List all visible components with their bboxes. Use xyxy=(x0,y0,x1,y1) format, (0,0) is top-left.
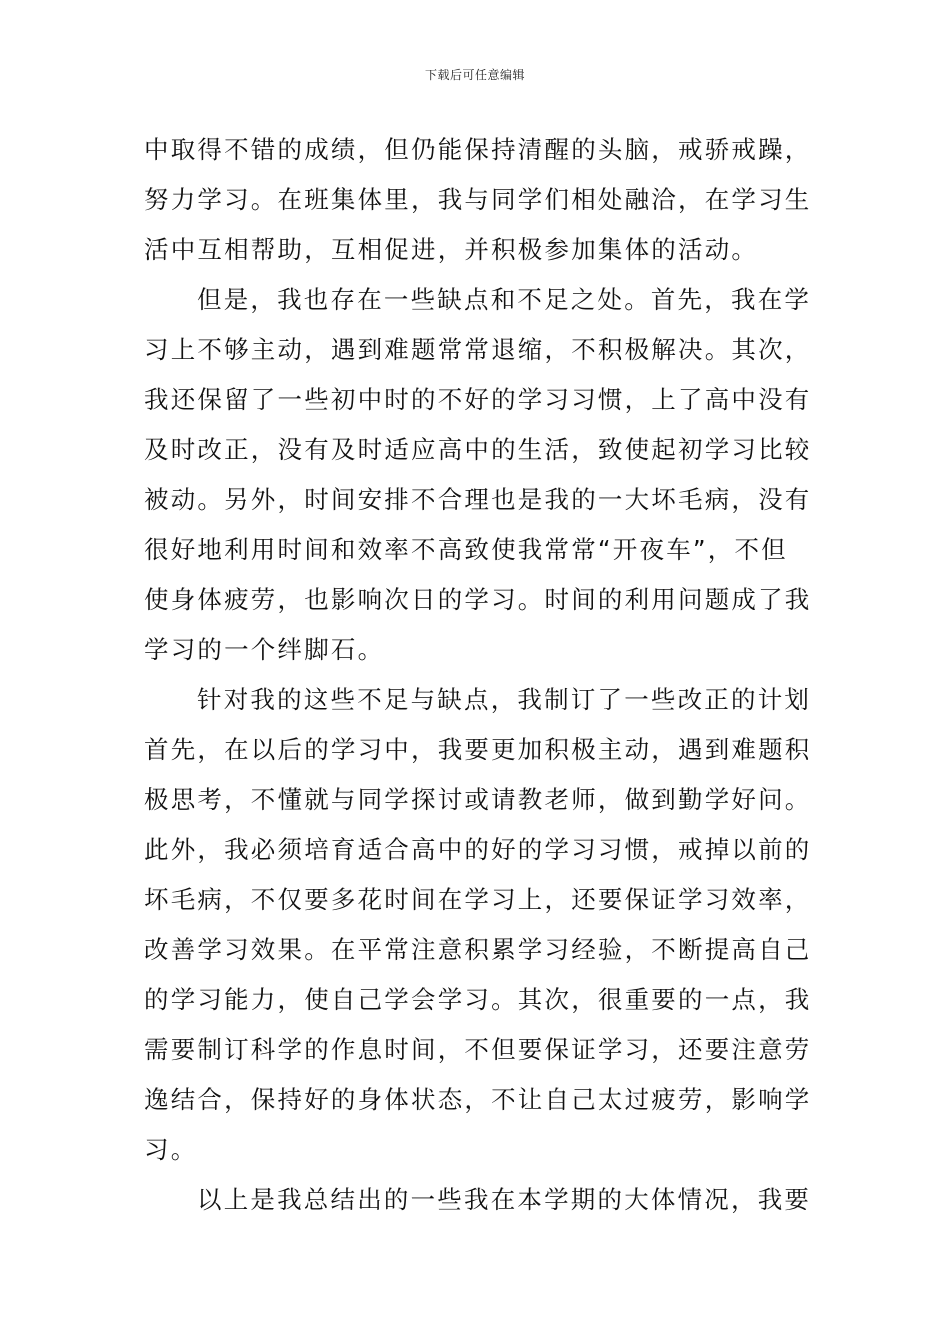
text-line: 学习的一个绊脚石。 xyxy=(144,635,385,664)
text-line: 被动。另外，时间安排不合理也是我的一大坏毛病，没有 xyxy=(144,485,812,514)
text-line: 改善学习效果。在平常注意积累学习经验，不断提高自己 xyxy=(144,935,812,964)
text-line: 中取得不错的成绩，但仍能保持清醒的头脑，戒骄戒躁， xyxy=(144,135,812,164)
text-line: 努力学习。在班集体里，我与同学们相处融洽，在学习生 xyxy=(144,185,812,214)
text-line: 很好地利用时间和效率不高致使我常常“开夜车”，不但 xyxy=(144,535,788,564)
text-line: 极思考，不懂就与同学探讨或请教老师，做到勤学好问。 xyxy=(144,785,812,814)
text-line: 此外，我必须培育适合高中的好的学习习惯，戒掉以前的 xyxy=(144,835,812,864)
page-header: 下载后可任意编辑 xyxy=(424,68,525,82)
text-line: 活中互相帮助，互相促进，并积极参加集体的活动。 xyxy=(144,235,759,264)
text-line: 需要制订科学的作息时间，不但要保证学习，还要注意劳 xyxy=(144,1035,812,1064)
text-line: 首先，在以后的学习中，我要更加积极主动，遇到难题积 xyxy=(144,735,812,764)
text-line: 坏毛病，不仅要多花时间在学习上，还要保证学习效率， xyxy=(144,885,812,914)
text-line: 及时改正，没有及时适应高中的生活，致使起初学习比较 xyxy=(144,435,812,464)
document-body xyxy=(144,125,812,1225)
paragraph-start-line: 针对我的这些不足与缺点，我制订了一些改正的计划 xyxy=(197,685,812,714)
paragraph-start-line: 但是，我也存在一些缺点和不足之处。首先，我在学 xyxy=(197,285,812,314)
paragraph-start-line: 以上是我总结出的一些我在本学期的大体情况，我要 xyxy=(197,1185,812,1214)
text-line: 使身体疲劳，也影响次日的学习。时间的利用问题成了我 xyxy=(144,585,812,614)
text-line: 我还保留了一些初中时的不好的学习习惯，上了高中没有 xyxy=(144,385,812,414)
text-line: 逸结合，保持好的身体状态，不让自己太过疲劳，影响学 xyxy=(144,1085,812,1114)
text-line: 的学习能力，使自己学会学习。其次，很重要的一点，我 xyxy=(144,985,812,1014)
text-line: 习。 xyxy=(144,1135,198,1164)
text-line: 习上不够主动，遇到难题常常退缩，不积极解决。其次， xyxy=(144,335,812,364)
